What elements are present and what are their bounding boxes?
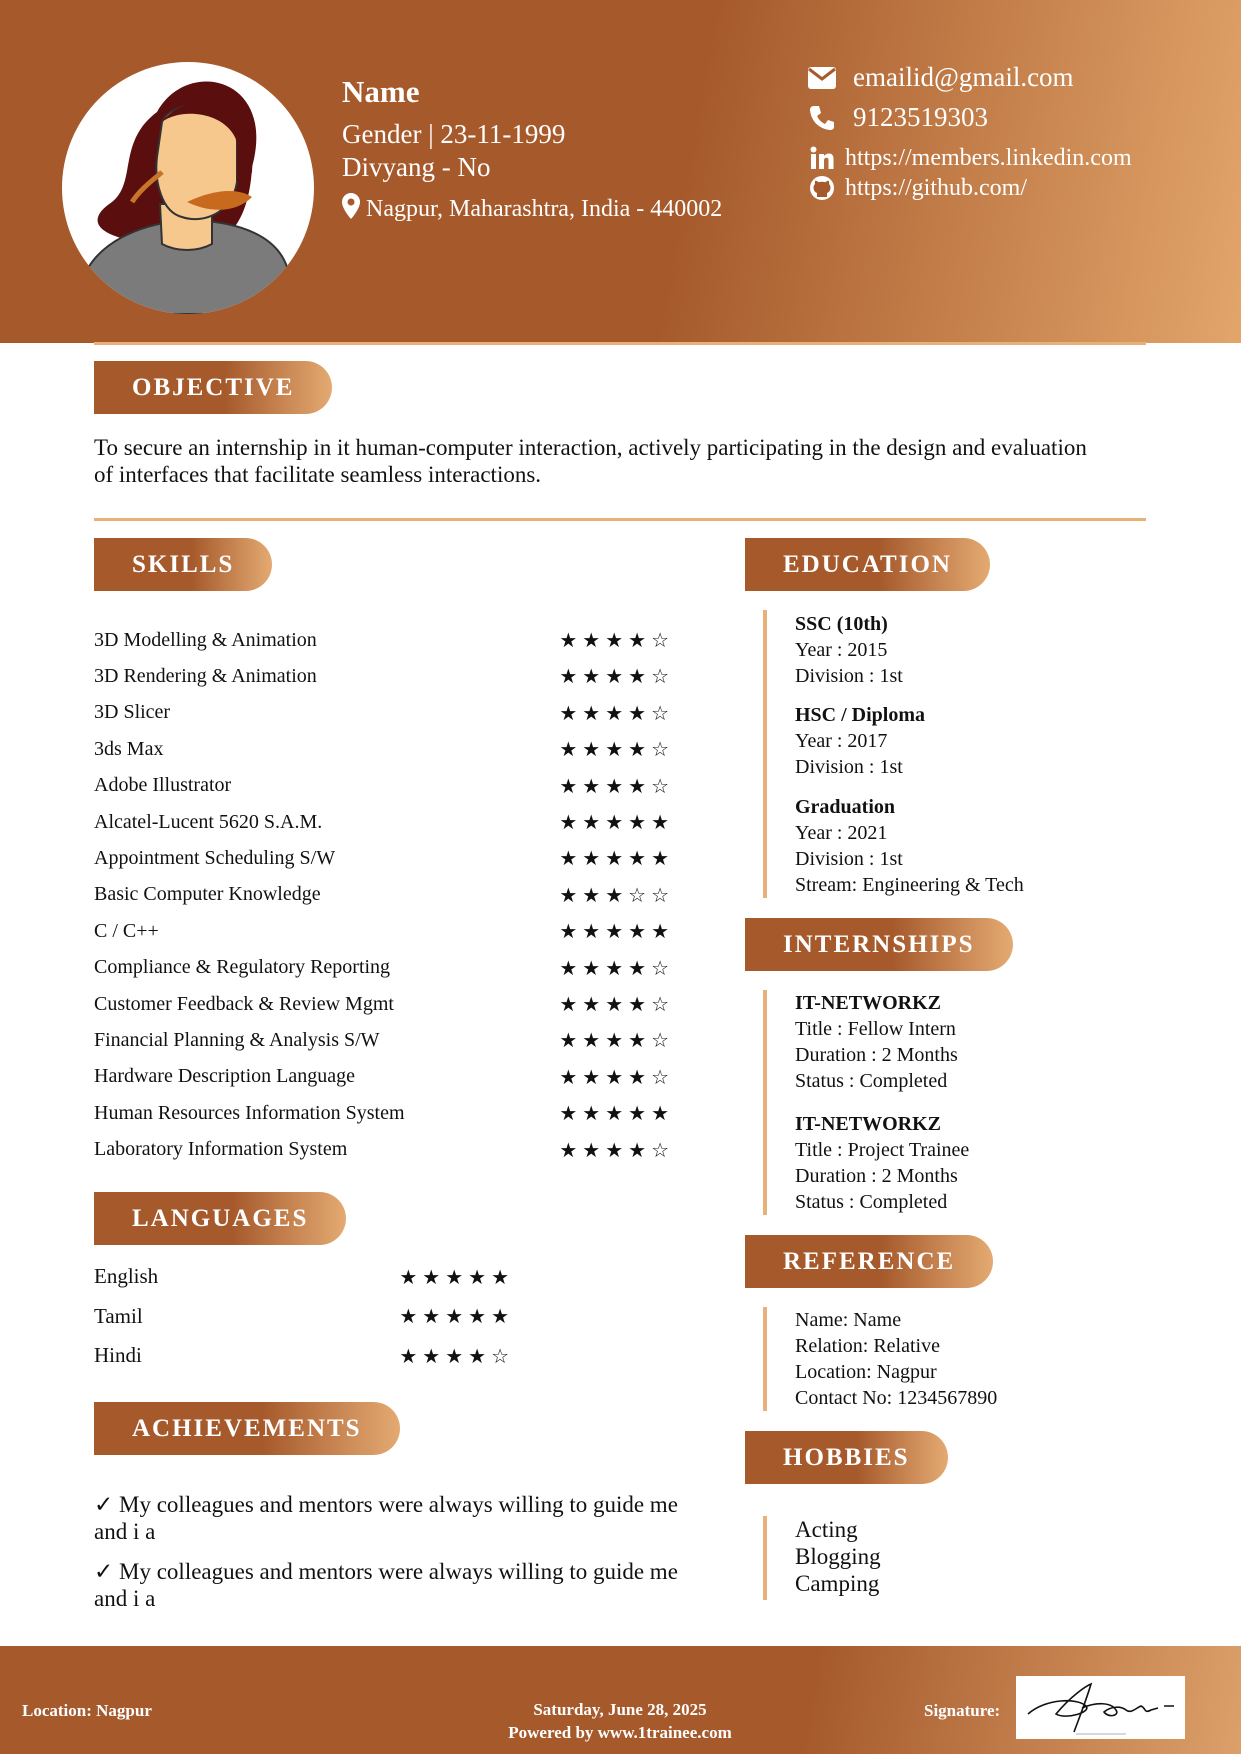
internship-line: Status : Completed bbox=[795, 1191, 948, 1213]
education-line: Division : 1st bbox=[795, 756, 903, 778]
education-line: Year : 2021 bbox=[795, 822, 888, 844]
skill-rating-stars: ★★★★☆ bbox=[559, 773, 674, 798]
reference-line: Name: Name bbox=[795, 1309, 902, 1331]
footer-date: Saturday, June 28, 2025 bbox=[533, 1700, 707, 1719]
internship-line: Duration : 2 Months bbox=[795, 1165, 958, 1187]
skill-name: Financial Planning & Analysis S/W bbox=[94, 1028, 380, 1051]
objective-divider bbox=[94, 518, 1146, 521]
education-title: HSC / Diploma bbox=[795, 704, 926, 726]
skill-name: Customer Feedback & Review Mgmt bbox=[94, 992, 394, 1015]
envelope-icon bbox=[807, 64, 837, 92]
location-line bbox=[342, 193, 722, 226]
skill-name: Human Resources Information System bbox=[94, 1101, 405, 1124]
skill-rating-stars: ★★★★☆ bbox=[559, 664, 674, 689]
skill-row bbox=[94, 840, 674, 876]
hobbies-list bbox=[795, 1516, 881, 1597]
hobbies-rail bbox=[763, 1516, 767, 1600]
skill-rating-stars: ★★★☆☆ bbox=[559, 882, 674, 907]
language-rating-stars: ★★★★☆ bbox=[399, 1343, 514, 1368]
gender-dob: Gender | 23-11-1999 bbox=[342, 119, 566, 149]
header-divider bbox=[94, 342, 1146, 345]
education-line: Stream: Engineering & Tech bbox=[795, 874, 1024, 896]
phone-icon bbox=[807, 104, 837, 132]
skill-name: 3D Rendering & Animation bbox=[94, 664, 317, 687]
email-text[interactable]: emailid@gmail.com bbox=[853, 62, 1074, 92]
skill-rating-stars: ★★★★☆ bbox=[559, 737, 674, 762]
education-item-graduation bbox=[795, 794, 1024, 898]
language-rating-stars: ★★★★★ bbox=[399, 1304, 514, 1328]
language-name: Hindi bbox=[94, 1343, 142, 1367]
reference-details bbox=[795, 1307, 997, 1411]
skill-name: 3D Slicer bbox=[94, 701, 171, 724]
internships-heading: INTERNSHIPS bbox=[745, 918, 1013, 971]
skill-row bbox=[94, 1132, 674, 1168]
objective-text: To secure an internship in it human-computer interaction, actively participating in the design and evaluation of interfaces that facilitate seamless interactions. bbox=[94, 435, 1087, 487]
skill-row bbox=[94, 986, 674, 1022]
language-rating-stars: ★★★★★ bbox=[399, 1264, 514, 1289]
github-contact[interactable] bbox=[807, 174, 1027, 202]
skill-rating-stars: ★★★★☆ bbox=[559, 628, 674, 652]
skill-row bbox=[94, 731, 674, 767]
language-row bbox=[94, 1297, 514, 1336]
signature-image bbox=[1016, 1676, 1185, 1739]
skill-name: 3ds Max bbox=[94, 737, 164, 760]
skill-rating-stars: ★★★★☆ bbox=[559, 1028, 674, 1053]
signature-label: Signature: bbox=[924, 1701, 1001, 1720]
language-name: English bbox=[94, 1264, 159, 1288]
linkedin-link[interactable]: https://members.linkedin.com bbox=[845, 144, 1132, 171]
internship-line: Duration : 2 Months bbox=[795, 1044, 958, 1066]
skill-row bbox=[94, 913, 674, 949]
hobbies-heading: HOBBIES bbox=[745, 1431, 948, 1484]
reference-line: Relation: Relative bbox=[795, 1335, 940, 1357]
achievements-heading: ACHIEVEMENTS bbox=[94, 1402, 400, 1455]
internship-company: IT-NETWORKZ bbox=[795, 992, 941, 1014]
education-title: SSC (10th) bbox=[795, 613, 888, 635]
education-line: Year : 2017 bbox=[795, 730, 888, 752]
internship-line: Status : Completed bbox=[795, 1070, 948, 1092]
education-heading: EDUCATION bbox=[745, 538, 990, 591]
education-item-hsc bbox=[795, 702, 925, 780]
skill-row bbox=[94, 768, 674, 804]
skill-name: Basic Computer Knowledge bbox=[94, 883, 321, 906]
skill-name: Hardware Description Language bbox=[94, 1065, 355, 1088]
header-banner bbox=[0, 0, 1241, 343]
skill-name: Appointment Scheduling S/W bbox=[94, 846, 336, 869]
achievement-item: ✓ My colleagues and mentors were always willing to guide me and i a bbox=[94, 1559, 678, 1611]
skill-name: Laboratory Information System bbox=[94, 1138, 348, 1161]
language-name: Tamil bbox=[94, 1303, 143, 1328]
skill-name: 3D Modelling & Animation bbox=[94, 628, 317, 651]
language-row bbox=[94, 1257, 514, 1296]
location-text: Nagpur, Maharashtra, India - 440002 bbox=[366, 196, 723, 222]
objective-heading: OBJECTIVE bbox=[94, 361, 332, 414]
internship-line: Title : Fellow Intern bbox=[795, 1018, 956, 1040]
skill-name: C / C++ bbox=[94, 919, 159, 942]
footer-banner bbox=[0, 1646, 1241, 1754]
skill-rating-stars: ★★★★★ bbox=[559, 846, 674, 871]
footer-powered-by[interactable]: Powered by www.1trainee.com bbox=[508, 1723, 732, 1742]
hobby-item: Blogging bbox=[795, 1544, 881, 1569]
internship-item bbox=[795, 1111, 969, 1215]
skills-heading: SKILLS bbox=[94, 538, 272, 591]
hobby-item: Camping bbox=[795, 1571, 880, 1596]
phone-contact[interactable] bbox=[807, 102, 988, 133]
phone-text[interactable]: 9123519303 bbox=[853, 102, 988, 132]
footer-date-block bbox=[420, 1698, 820, 1744]
skill-row bbox=[94, 695, 674, 731]
skill-name: Compliance & Regulatory Reporting bbox=[94, 956, 391, 979]
languages-heading: LANGUAGES bbox=[94, 1192, 346, 1245]
footer-location: Location: Nagpur bbox=[22, 1701, 152, 1720]
education-rail bbox=[763, 610, 767, 898]
map-pin-icon bbox=[342, 193, 360, 226]
skill-row bbox=[94, 877, 674, 913]
language-row bbox=[94, 1336, 514, 1375]
skill-row bbox=[94, 1022, 674, 1058]
skill-row bbox=[94, 1095, 674, 1131]
skill-name: Alcatel-Lucent 5620 S.A.M. bbox=[94, 810, 323, 833]
github-icon bbox=[807, 174, 837, 202]
internship-company: IT-NETWORKZ bbox=[795, 1113, 941, 1135]
internship-line: Title : Project Trainee bbox=[795, 1139, 970, 1161]
skill-rating-stars: ★★★★☆ bbox=[559, 992, 674, 1016]
skill-rating-stars: ★★★★☆ bbox=[559, 1064, 674, 1089]
reference-heading: REFERENCE bbox=[745, 1235, 993, 1288]
reference-line: Location: Nagpur bbox=[795, 1361, 937, 1383]
education-line: Division : 1st bbox=[795, 848, 903, 870]
reference-line: Contact No: 1234567890 bbox=[795, 1387, 998, 1409]
skill-rating-stars: ★★★★☆ bbox=[559, 955, 674, 980]
skill-row bbox=[94, 1059, 674, 1095]
github-link[interactable]: https://github.com/ bbox=[845, 174, 1028, 201]
candidate-name: Name bbox=[342, 74, 420, 109]
internship-item bbox=[795, 990, 958, 1094]
skill-rating-stars: ★★★★★ bbox=[559, 919, 674, 944]
education-title: Graduation bbox=[795, 796, 896, 818]
reference-rail bbox=[763, 1307, 767, 1411]
skill-rating-stars: ★★★★★ bbox=[559, 810, 674, 834]
skill-rating-stars: ★★★★☆ bbox=[559, 700, 674, 725]
linkedin-contact[interactable] bbox=[807, 144, 1132, 172]
internships-rail bbox=[763, 990, 767, 1215]
education-line: Year : 2015 bbox=[795, 639, 888, 661]
skill-name: Adobe Illustrator bbox=[94, 774, 232, 797]
skill-row bbox=[94, 658, 674, 694]
education-line: Division : 1st bbox=[795, 665, 903, 687]
skill-rating-stars: ★★★★★ bbox=[559, 1101, 674, 1126]
divyang-status: Divyang - No bbox=[342, 152, 491, 182]
education-item-ssc bbox=[795, 611, 903, 689]
skill-rating-stars: ★★★★☆ bbox=[559, 1137, 674, 1162]
skill-row bbox=[94, 622, 674, 658]
achievement-item: ✓ My colleagues and mentors were always willing to guide me and i a bbox=[94, 1492, 678, 1544]
avatar bbox=[62, 62, 314, 314]
linkedin-icon bbox=[807, 144, 837, 172]
skill-row bbox=[94, 950, 674, 986]
email-contact[interactable] bbox=[807, 62, 1074, 93]
hobby-item: Acting bbox=[795, 1517, 858, 1542]
skill-row bbox=[94, 804, 674, 840]
